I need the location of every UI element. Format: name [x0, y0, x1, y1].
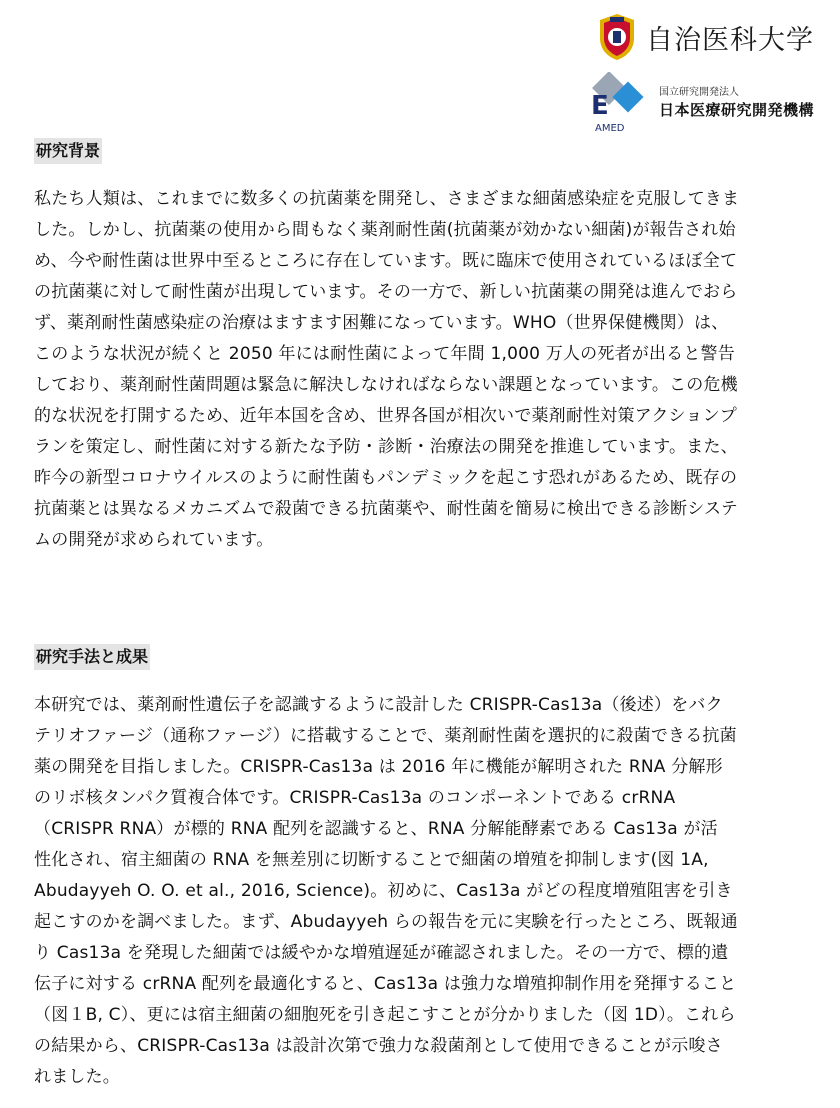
paragraph-line: 薬の開発を目指しました。CRISPR-Cas13a は 2016 年に機能が解明された RNA 分解形: [34, 757, 723, 777]
paragraph-line: ムの開発が求められています。: [34, 530, 274, 550]
amed-name: 日本医療研究開発機構: [658, 101, 814, 119]
paragraph-line: 伝子に対する crRNA 配列を最適化すると、Cas13a は強力な増殖抑制作用を発揮すること: [34, 974, 737, 994]
paragraph-line: ランを策定し、耐性菌に対する新たな予防・診断・治療法の開発を推進しています。また、: [34, 437, 738, 457]
paragraph-line: このような状況が続くと 2050 年には耐性菌によって年間 1,000 万人の死者が出ると警告: [34, 344, 735, 364]
paragraph-line: ず、薬剤耐性菌感染症の治療はますます困難になっています。WHO（世界保健機関）は、: [34, 313, 729, 333]
paragraph-line: 私たち人類は、これまでに数多くの抗菌薬を開発し、さまざまな細菌感染症を克服してきま: [34, 189, 740, 209]
university-name: 自治医科大学: [646, 24, 814, 56]
paragraph-line: 的な状況を打開するため、近年本国を含め、世界各国が相次いで薬剤耐性対策アクションプ: [34, 406, 737, 426]
section-paragraph: [34, 690, 796, 1093]
paragraph-line: の結果から、CRISPR-Cas13a は設計次第で強力な殺菌剤として使用できることが示唆さ: [34, 1036, 723, 1056]
paragraph-line: れました。: [34, 1067, 120, 1087]
paragraph-line: （図１B, C）、更には宿主細菌の細胞死を引き起こすことが分かりました（図 1D）。これら: [34, 1005, 736, 1025]
amed-abbr: AMED: [594, 123, 625, 134]
university-logo: [574, 12, 814, 62]
paragraph-line: Abudayyeh O. O. et al., 2016, Science)。初めに、Cas13a がどの程度増殖阻害を引き: [34, 881, 733, 901]
document-body: [34, 138, 796, 1093]
header-logos: [574, 12, 814, 134]
section-methods-results: [34, 644, 796, 1093]
section-heading: 研究背景: [34, 138, 102, 164]
paragraph-line: め、今や耐性菌は世界中至るところに存在しています。既に臨床で使用されているほぼ全て: [34, 251, 738, 271]
paragraph-line: テリオファージ（通称ファージ）に搭載することで、薬剤耐性菌を選択的に殺菌できる抗菌: [34, 726, 737, 746]
paragraph-line: 抗菌薬とは異なるメカニズムで殺菌できる抗菌薬や、耐性菌を簡易に検出できる診断システ: [34, 499, 739, 519]
amed-logo: [574, 72, 814, 134]
paragraph-line: 性化され、宿主細菌の RNA を無差別に切断することで細菌の増殖を抑制します(図 1A,: [34, 850, 709, 870]
amed-mark-icon: [589, 72, 651, 134]
svg-text:E: E: [590, 91, 609, 121]
university-seal-icon: [596, 12, 638, 62]
paragraph-line: （CRISPR RNA）が標的 RNA 配列を認識すると、RNA 分解能酵素である Cas13a が活: [34, 819, 718, 839]
amed-org-type: 国立研究開発法人: [658, 87, 739, 98]
paragraph-line: 昨今の新型コロナウイルスのように耐性菌もパンデミックを起こす恐れがあるため、既存の: [34, 468, 738, 488]
paragraph-line: しており、薬剤耐性菌問題は緊急に解決しなければならない課題となっています。この危機: [34, 375, 738, 395]
section-paragraph: [34, 184, 796, 556]
paragraph-line: の抗菌薬に対して耐性菌が出現しています。その一方で、新しい抗菌薬の開発は進んでおら: [34, 282, 738, 302]
paragraph-line: り Cas13a を発現した細菌では緩やかな増殖遅延が確認されました。その一方で、標的遺: [34, 943, 729, 963]
paragraph-line: した。しかし、抗菌薬の使用から間もなく薬剤耐性菌(抗菌薬が効かない細菌)が報告され始: [34, 220, 736, 240]
section-background: [34, 138, 796, 556]
section-heading: 研究手法と成果: [34, 644, 150, 670]
paragraph-line: のリボ核タンパク質複合体です。CRISPR-Cas13a のコンポーネントである crRNA: [34, 788, 676, 808]
paragraph-line: 本研究では、薬剤耐性遺伝子を認識するように設計した CRISPR-Cas13a（後述）をバク: [34, 695, 723, 715]
paragraph-line: 起こすのかを調べました。まず、Abudayyeh らの報告を元に実験を行ったところ、既報通: [34, 912, 738, 932]
